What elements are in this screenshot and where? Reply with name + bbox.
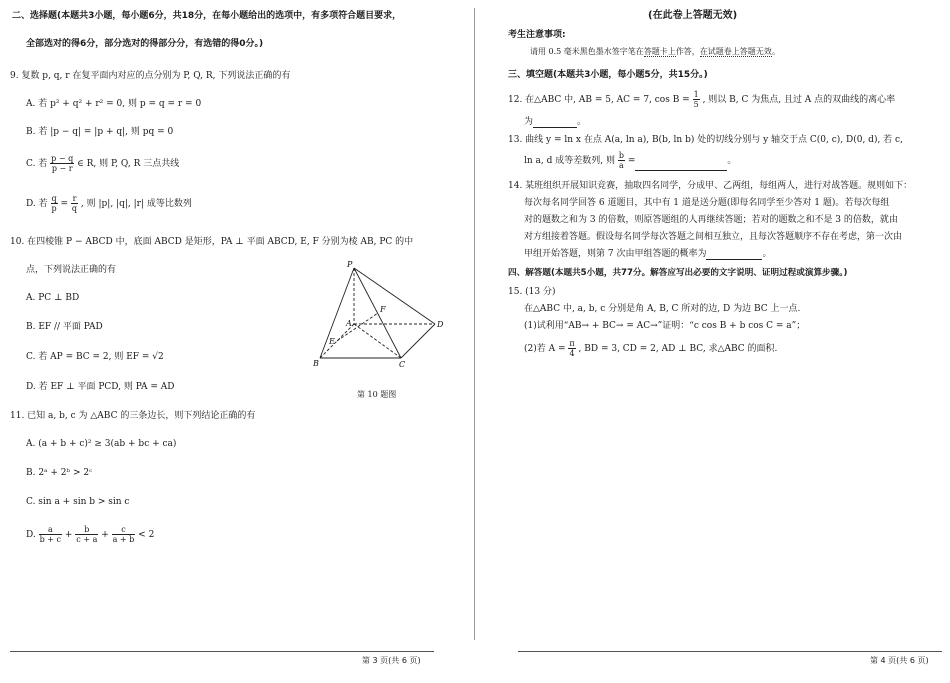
q14-answer-blank[interactable] xyxy=(706,249,762,260)
left-page-number: 第 3 页(共 6 页) xyxy=(362,656,421,665)
notice-title: 考生注意事项: xyxy=(508,30,566,40)
q9-option-b: B. 若 |p − q| = |p + q|, 则 pq = 0 xyxy=(26,127,174,137)
edge-pb xyxy=(320,268,354,358)
q9-option-a: A. 若 p² + q² + r² = 0, 则 p = q = r = 0 xyxy=(26,99,202,109)
q12-line2: 为 。 xyxy=(524,117,587,127)
section2-header: 二、选择题(本题共3小题，每小题6分，共18分，在每小题给出的选项中，有多项符合题目要求， xyxy=(12,11,402,21)
label-f: F xyxy=(380,305,386,314)
q10-stem-cont: 点，下列说法正确的有 xyxy=(26,265,117,275)
q11-stem: 11. 已知 a, b, c 为 △ABC 的三条边长，则下列结论正确的有 xyxy=(10,411,256,421)
q9-option-d: D. 若 $\frac{q}{p}$ = $\frac{r}{q}$ , 则 |p|, |q|, |r| 成等比数列 xyxy=(26,194,192,213)
q12-line1: 12. 在△ABC 中, AB = 5, AC = 7, cos B = $\frac{1}{5}$ , 则以 B, C 为焦点, 且过 A 点的双曲线的离心率 xyxy=(508,90,896,109)
q12-answer-blank[interactable] xyxy=(533,117,577,128)
section4-header: 四、解答题(本题共5小题，共77分。解答应写出必要的文字说明、证明过程或演算步骤。) xyxy=(508,268,848,278)
right-footer-rule xyxy=(518,651,942,652)
left-footer-rule xyxy=(10,651,434,652)
right-page-number: 第 4 页(共 6 页) xyxy=(870,656,929,665)
label-p: P xyxy=(347,260,353,269)
label-e: E xyxy=(329,337,335,346)
q10-stem: 10. 在四棱锥 P − ABCD 中，底面 ABCD 是矩形，PA ⊥ 平面 ABCD, E, F 分别为棱 AB, PC 的中 xyxy=(10,237,414,247)
q13-line1: 13. 曲线 y = ln x 在点 A(a, ln a), B(b, ln b) 处的切线分别与 y 轴交于点 C(0, c), D(0, d), 若 c, xyxy=(508,135,903,145)
q15-head: 15. (13 分) xyxy=(508,287,556,297)
label-c: C xyxy=(399,360,406,369)
q10-option-a: A. PC ⊥ BD xyxy=(26,293,80,303)
q9-option-c: C. 若 $\frac{p - q}{p - r}$ ∈ R, 则 P, Q, R 三点共线 xyxy=(26,154,180,173)
q11-option-a: A. (a + b + c)² ≥ 3(ab + bc + ca) xyxy=(26,439,177,449)
edge-pd xyxy=(354,268,435,324)
q10-figure-caption: 第 10 题图 xyxy=(357,390,397,399)
q11-option-c: C. sin a + sin b > sin c xyxy=(26,497,130,507)
q11-option-b: B. 2ᵃ + 2ᵇ > 2ᶜ xyxy=(26,468,93,478)
edge-cd xyxy=(401,324,435,358)
q9-c-fraction: $\frac{p - q}{p - r}$ xyxy=(51,154,74,173)
q14-line1: 14. 某班组织开展知识竞赛，抽取四名同学，分成甲、乙两组，每组两人，进行对战答题。规则如下： xyxy=(508,181,913,191)
edge-pc xyxy=(354,268,401,358)
label-d: D xyxy=(437,320,444,329)
section2-header-cont: 全部选对的得6分，部分选对的得部分分，有选错的得0分。) xyxy=(26,39,264,49)
q14-line4: 对方组接着答题。假设每名同学每次答题之间相互独立，且每次答题顺序不存在考虑，第一次由 xyxy=(524,232,903,242)
q14-line2: 每次每名同学回答 6 道题目，其中有 1 道是送分题(即每名同学至少答对 1 题)。若每次每组 xyxy=(524,198,890,208)
q10-option-d: D. 若 EF ⊥ 平面 PCD, 则 PA = AD xyxy=(26,382,175,392)
q10-option-b: B. EF // 平面 PAD xyxy=(26,322,103,332)
label-a: A xyxy=(346,319,352,328)
notice-text: 请用 0.5 毫米黑色墨水签字笔在答题卡上作答，在试题卷上答题无效。 xyxy=(530,47,780,56)
q13-answer-blank[interactable] xyxy=(635,160,727,171)
pyramid-figure xyxy=(310,258,450,374)
q9-stem: 9. 复数 p, q, r 在复平面内对应的点分别为 P, Q, R, 下列说法正确的有 xyxy=(10,71,291,81)
q15-line1: 在△ABC 中, a, b, c 分别是角 A, B, C 所对的边, D 为边 BC 上一点. xyxy=(524,304,801,314)
label-b: B xyxy=(313,359,319,368)
q10-option-c: C. 若 AP = BC = 2, 则 EF = √2 xyxy=(26,352,164,362)
q11-option-d: D. $\frac{a}{b + c}$ + $\frac{b}{c + a}$ + $\frac{c}{a + b}$ < 2 xyxy=(26,525,155,544)
q14-line3: 对的题数之和为 3 的倍数，则原答题组的人再继续答题；若对的题数之和不是 3 的倍数，就由 xyxy=(524,215,898,225)
page-divider xyxy=(474,8,475,640)
q15-line3: (2)若 A = $\frac{\pi}{4}$ , BD = 3, CD = 2, AD ⊥ BC, 求△ABC 的面积. xyxy=(524,339,778,358)
segment-ac xyxy=(354,324,401,358)
q14-line5: 甲组开始答题，则第 7 次由甲组答题的概率为 。 xyxy=(524,249,772,259)
q15-line2: (1)试利用“AB→ + BC→ = AC→”证明：“c cos B + b cos C = a”； xyxy=(524,321,806,331)
invalid-notice: (在此卷上答题无效) xyxy=(648,10,738,21)
section3-header: 三、填空题(本题共3小题，每小题5分，共15分。) xyxy=(508,70,708,80)
q13-line2: ln a, d 成等差数列, 则 $\frac{b}{a}$ = 。 xyxy=(524,151,737,170)
